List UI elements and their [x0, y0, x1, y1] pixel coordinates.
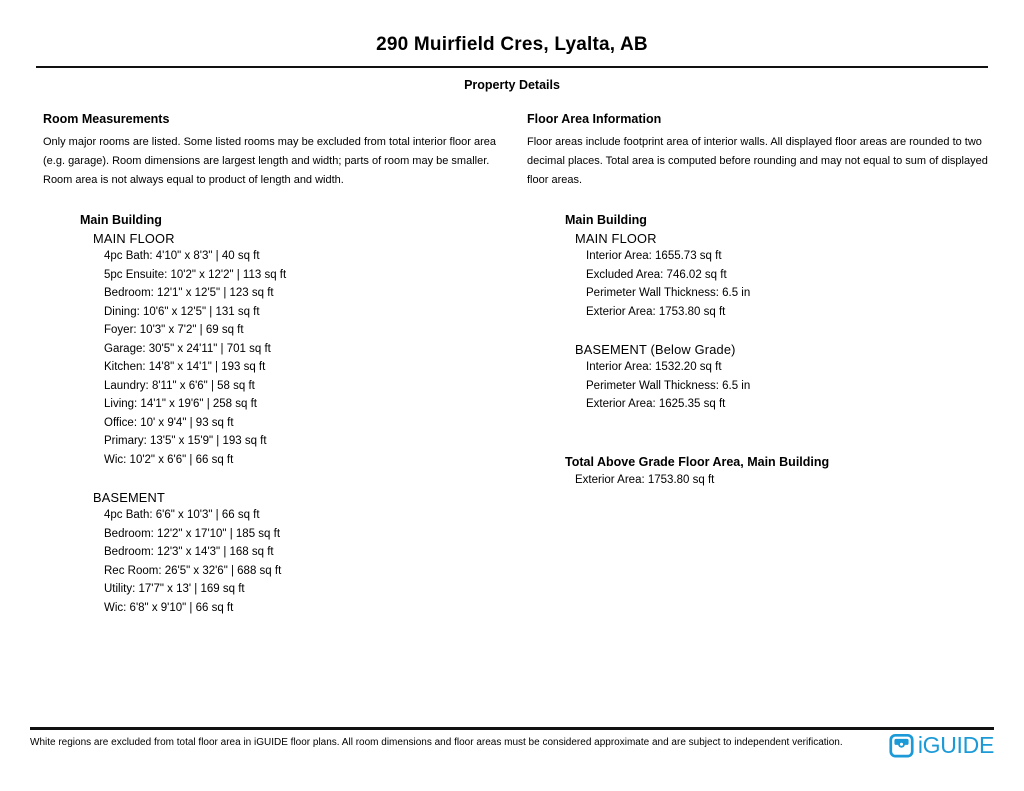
room-measurements-heading: Room Measurements — [43, 112, 170, 126]
room-row: Dining: 10'6" x 12'5" | 131 sq ft — [104, 305, 260, 318]
room-row: Bedroom: 12'3" x 14'3" | 168 sq ft — [104, 546, 274, 558]
room-row: Bedroom: 12'2" x 17'10" | 185 sq ft — [104, 527, 281, 540]
floor-area-main-floor — [565, 231, 994, 321]
room-row: Garage: 30'5" x 24'11" | 701 sq ft — [104, 342, 271, 355]
iguide-logo-text: iGUIDE — [917, 732, 994, 758]
floor-name: BASEMENT (Below Grade) — [575, 342, 736, 357]
stat-row: Exterior Area: 1625.35 sq ft — [586, 398, 726, 410]
floor-basement — [80, 490, 527, 617]
stat-row: Excluded Area: 746.02 sq ft — [586, 268, 727, 281]
floor-name: BASEMENT — [93, 490, 165, 505]
iguide-camera-logo-icon — [889, 733, 914, 758]
room-row: 5pc Ensuite: 10'2" x 12'2" | 113 sq ft — [104, 268, 287, 281]
room-row: 4pc Bath: 4'10" x 8'3" | 40 sq ft — [104, 250, 260, 262]
floor-area-section — [527, 112, 994, 617]
floor-area-building — [565, 213, 994, 414]
iguide-logo — [889, 733, 994, 758]
building-name: Main Building — [565, 213, 647, 227]
stat-row: Perimeter Wall Thickness: 6.5 in — [586, 379, 751, 392]
room-row: Laundry: 8'11" x 6'6" | 58 sq ft — [104, 379, 255, 392]
room-measurements-section — [43, 112, 527, 617]
header-divider — [36, 66, 988, 68]
floor-area-basement — [565, 342, 994, 414]
room-row: 4pc Bath: 6'6" x 10'3" | 66 sq ft — [104, 509, 260, 521]
room-row: Wic: 10'2" x 6'6" | 66 sq ft — [104, 453, 234, 466]
total-above-grade-block — [565, 455, 994, 490]
page-title: 290 Muirfield Cres, Lyalta, AB — [376, 34, 648, 55]
room-measurements-description: Only major rooms are listed. Some listed rooms may be excluded from total interior floor area (e.g. garage). Room dimensions are largest length and width; parts of room may be smaller. Room area is not always equal to product of length and width. — [43, 136, 497, 186]
stat-list-main-floor — [586, 247, 994, 321]
room-row: Rec Room: 26'5" x 32'6" | 688 sq ft — [104, 564, 282, 577]
page-subtitle: Property Details — [464, 78, 560, 92]
footer-disclaimer: White regions are excluded from total floor area in iGUIDE floor plans. All room dimensions and floor areas must be considered approximate and are subject to independent verification. — [30, 737, 843, 748]
total-above-grade-heading: Total Above Grade Floor Area, Main Building — [565, 454, 830, 469]
stat-row: Interior Area: 1655.73 sq ft — [586, 250, 722, 262]
total-stat-list — [575, 471, 994, 490]
stat-row: Exterior Area: 1753.80 sq ft — [586, 305, 726, 318]
room-row: Primary: 13'5" x 15'9" | 193 sq ft — [104, 435, 267, 447]
floor-name: MAIN FLOOR — [575, 231, 657, 246]
room-measurements-building — [80, 213, 527, 617]
room-row: Utility: 17'7" x 13' | 169 sq ft — [104, 583, 245, 595]
floor-area-heading: Floor Area Information — [527, 112, 662, 126]
room-list-main-floor — [104, 247, 527, 469]
building-name: Main Building — [80, 213, 162, 227]
room-row: Foyer: 10'3" x 7'2" | 69 sq ft — [104, 324, 244, 336]
room-row: Office: 10' x 9'4" | 93 sq ft — [104, 416, 234, 429]
room-row: Bedroom: 12'1" x 12'5" | 123 sq ft — [104, 287, 274, 299]
floor-name: MAIN FLOOR — [93, 231, 175, 246]
stat-list-basement — [586, 358, 994, 414]
room-row: Kitchen: 14'8" x 14'1" | 193 sq ft — [104, 361, 266, 373]
stat-row: Perimeter Wall Thickness: 6.5 in — [586, 287, 751, 299]
floor-area-description: Floor areas include footprint area of interior walls. All displayed floor areas are rounded to two decimal places. Total area is computed before rounding and may not equal to sum of displayed floor areas. — [527, 136, 988, 186]
floor-main-floor — [80, 231, 527, 469]
stat-row: Interior Area: 1532.20 sq ft — [586, 361, 722, 373]
stat-row: Exterior Area: 1753.80 sq ft — [575, 473, 715, 486]
room-row: Wic: 6'8" x 9'10" | 66 sq ft — [104, 601, 234, 614]
room-row: Living: 14'1" x 19'6" | 258 sq ft — [104, 398, 257, 410]
content-columns — [0, 112, 1024, 617]
page-footer — [30, 727, 994, 758]
room-list-basement — [104, 506, 527, 617]
